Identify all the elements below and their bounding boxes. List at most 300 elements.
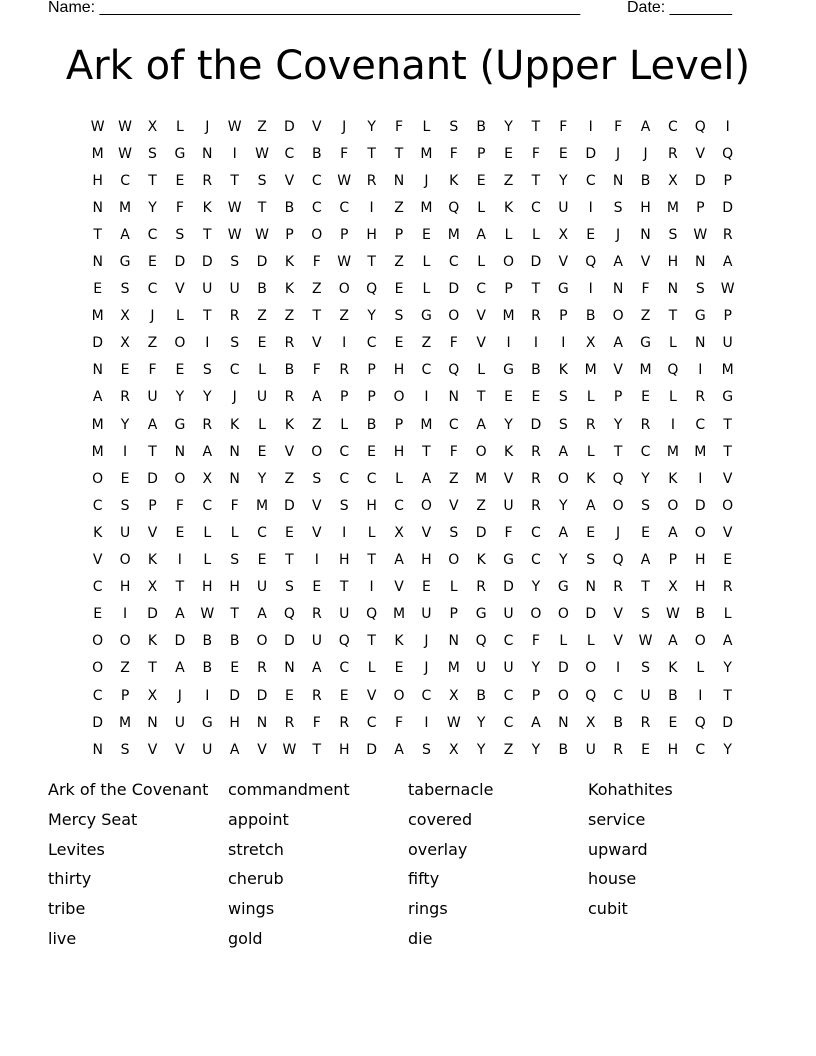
grid-letter[interactable]: R (311, 606, 322, 623)
grid-letter[interactable]: F (312, 254, 321, 271)
grid-letter[interactable]: T (312, 308, 322, 325)
grid-letter[interactable]: W (693, 226, 708, 243)
grid-letter[interactable]: A (722, 254, 733, 271)
grid-letter[interactable]: Y (504, 118, 513, 135)
grid-letter[interactable]: M (91, 443, 104, 460)
grid-letter[interactable]: K (476, 552, 486, 569)
grid-letter[interactable]: G (420, 308, 432, 325)
grid-letter[interactable]: V (284, 172, 295, 189)
grid-letter[interactable]: N (640, 226, 651, 243)
grid-letter[interactable]: O (393, 389, 405, 406)
grid-letter[interactable]: P (285, 226, 294, 243)
grid-letter[interactable]: T (422, 443, 431, 460)
grid-letter[interactable]: W (90, 118, 105, 135)
grid-letter[interactable]: T (148, 172, 157, 189)
grid-letter[interactable]: P (339, 389, 349, 406)
grid-letter[interactable]: H (695, 579, 706, 596)
grid-letter[interactable]: T (531, 172, 541, 189)
grid-letter[interactable]: X (668, 579, 678, 596)
grid-letter[interactable]: V (175, 741, 185, 758)
grid-letter[interactable]: O (311, 226, 323, 243)
grid-letter[interactable]: D (530, 254, 542, 271)
grid-letter[interactable]: F (148, 362, 157, 379)
grid-letter[interactable]: A (476, 416, 486, 433)
grid-letter[interactable]: N (202, 145, 213, 162)
grid-letter[interactable]: N (695, 254, 706, 271)
grid-letter[interactable]: K (284, 281, 295, 298)
grid-letter[interactable]: T (285, 552, 294, 569)
grid-letter[interactable]: H (92, 172, 103, 189)
grid-letter[interactable]: N (448, 633, 460, 650)
grid-letter[interactable]: D (174, 254, 186, 271)
grid-letter[interactable]: C (476, 281, 487, 298)
grid-letter[interactable]: V (640, 254, 651, 271)
grid-letter[interactable]: A (257, 606, 267, 623)
grid-letter[interactable]: I (725, 118, 730, 135)
grid-letter[interactable]: V (613, 362, 623, 379)
grid-letter[interactable]: A (394, 741, 404, 758)
grid-letter[interactable]: L (258, 362, 266, 379)
grid-letter[interactable]: N (558, 714, 569, 731)
grid-letter[interactable]: A (558, 443, 569, 460)
grid-letter[interactable]: R (229, 308, 240, 325)
grid-letter[interactable]: T (367, 145, 376, 162)
grid-letter[interactable]: U (476, 660, 487, 677)
grid-letter[interactable]: T (531, 118, 541, 135)
grid-letter[interactable]: O (530, 606, 542, 623)
grid-letter[interactable]: F (449, 335, 458, 352)
grid-letter[interactable]: H (421, 552, 432, 569)
grid-letter[interactable]: C (339, 470, 350, 487)
grid-letter[interactable]: L (340, 416, 349, 433)
grid-letter[interactable]: T (148, 660, 157, 677)
grid-letter[interactable]: Q (612, 552, 624, 569)
grid-letter[interactable]: Z (257, 308, 267, 325)
grid-letter[interactable]: B (695, 606, 706, 623)
grid-letter[interactable]: I (533, 335, 539, 352)
grid-letter[interactable]: O (92, 633, 104, 650)
grid-letter[interactable]: Y (148, 199, 157, 216)
grid-letter[interactable]: E (175, 524, 185, 541)
grid-letter[interactable]: M (119, 714, 132, 731)
grid-letter[interactable]: G (503, 362, 514, 379)
grid-letter[interactable]: G (174, 145, 186, 162)
grid-letter[interactable]: H (229, 714, 240, 731)
grid-letter[interactable]: M (119, 199, 132, 216)
grid-letter[interactable]: Z (476, 497, 486, 514)
grid-letter[interactable]: K (284, 254, 295, 271)
grid-letter[interactable]: O (338, 281, 350, 298)
grid-letter[interactable]: S (641, 660, 650, 677)
grid-letter[interactable]: Y (723, 660, 732, 677)
grid-letter[interactable]: T (641, 579, 650, 596)
grid-letter[interactable]: Z (339, 308, 349, 325)
grid-letter[interactable]: N (612, 281, 624, 298)
grid-letter[interactable]: T (230, 172, 239, 189)
grid-letter[interactable]: P (696, 199, 705, 216)
grid-letter[interactable]: E (531, 389, 541, 406)
grid-letter[interactable]: U (202, 281, 213, 298)
grid-letter[interactable]: I (369, 199, 374, 216)
grid-letter[interactable]: B (284, 199, 295, 216)
grid-letter[interactable]: Y (367, 118, 376, 135)
grid-letter[interactable]: L (668, 389, 677, 406)
grid-letter[interactable]: K (147, 552, 158, 569)
grid-letter[interactable]: C (120, 172, 130, 189)
grid-letter[interactable]: B (558, 741, 569, 758)
grid-letter[interactable]: Y (476, 741, 486, 758)
grid-letter[interactable]: L (668, 335, 677, 352)
grid-letter[interactable]: F (531, 145, 540, 162)
grid-letter[interactable]: N (256, 714, 268, 731)
grid-letter[interactable]: V (312, 524, 322, 541)
grid-letter[interactable]: M (639, 362, 652, 379)
grid-letter[interactable]: I (232, 145, 237, 162)
grid-letter[interactable]: V (366, 687, 377, 704)
grid-letter[interactable]: K (284, 416, 295, 433)
grid-letter[interactable]: S (558, 416, 568, 433)
grid-letter[interactable]: I (205, 335, 210, 352)
grid-letter[interactable]: N (393, 172, 405, 189)
grid-letter[interactable]: A (476, 226, 486, 243)
grid-letter[interactable]: J (205, 118, 210, 135)
grid-letter[interactable]: M (420, 145, 433, 162)
grid-letter[interactable]: E (285, 524, 294, 541)
grid-letter[interactable]: V (312, 335, 322, 352)
grid-letter[interactable]: D (366, 741, 377, 758)
grid-letter[interactable]: L (477, 362, 486, 379)
grid-letter[interactable]: L (477, 199, 486, 216)
grid-letter[interactable]: M (721, 362, 734, 379)
grid-letter[interactable]: C (311, 199, 322, 216)
grid-letter[interactable]: E (394, 660, 404, 677)
grid-letter[interactable]: B (202, 633, 213, 650)
grid-letter[interactable]: N (174, 443, 186, 460)
grid-letter[interactable]: L (422, 281, 431, 298)
grid-letter[interactable]: Q (448, 199, 460, 216)
grid-letter[interactable]: P (531, 687, 541, 704)
grid-letter[interactable]: I (369, 579, 374, 596)
grid-letter[interactable]: M (502, 308, 515, 325)
grid-letter[interactable]: X (147, 687, 158, 704)
grid-letter[interactable]: L (230, 524, 239, 541)
grid-letter[interactable]: O (557, 470, 569, 487)
grid-letter[interactable]: O (612, 308, 624, 325)
grid-letter[interactable]: X (147, 118, 158, 135)
grid-letter[interactable]: B (476, 118, 486, 135)
grid-letter[interactable]: O (667, 497, 679, 514)
grid-letter[interactable]: F (394, 714, 404, 731)
grid-letter[interactable]: E (285, 687, 294, 704)
grid-letter[interactable]: C (394, 497, 404, 514)
grid-letter[interactable]: S (421, 741, 431, 758)
grid-letter[interactable]: R (339, 714, 350, 731)
grid-letter[interactable]: C (92, 497, 103, 514)
grid-letter[interactable]: X (120, 335, 130, 352)
grid-letter[interactable]: X (448, 687, 459, 704)
grid-letter[interactable]: F (449, 145, 458, 162)
grid-letter[interactable]: D (722, 714, 734, 731)
grid-letter[interactable]: L (477, 254, 486, 271)
grid-letter[interactable]: Q (694, 714, 706, 731)
grid-letter[interactable]: B (640, 172, 651, 189)
grid-letter[interactable]: P (394, 416, 404, 433)
grid-letter[interactable]: C (585, 172, 596, 189)
grid-letter[interactable]: W (118, 145, 132, 162)
grid-letter[interactable]: U (311, 633, 322, 650)
grid-letter[interactable]: L (367, 524, 376, 541)
grid-letter[interactable]: R (366, 172, 377, 189)
grid-letter[interactable]: Y (641, 470, 650, 487)
grid-letter[interactable]: T (148, 443, 157, 460)
grid-letter[interactable]: A (531, 714, 541, 731)
grid-letter[interactable]: A (558, 524, 569, 541)
grid-letter[interactable]: Z (312, 416, 322, 433)
grid-letter[interactable]: V (448, 497, 459, 514)
grid-letter[interactable]: P (339, 226, 349, 243)
grid-letter[interactable]: L (422, 118, 431, 135)
grid-letter[interactable]: E (120, 470, 130, 487)
grid-letter[interactable]: R (531, 497, 541, 514)
name-field[interactable]: Name: ______________________________________________________ (48, 0, 581, 16)
grid-letter[interactable]: T (93, 226, 102, 243)
grid-letter[interactable]: H (366, 497, 377, 514)
grid-letter[interactable]: U (229, 281, 240, 298)
grid-letter[interactable]: M (255, 497, 269, 514)
grid-letter[interactable]: Y (559, 497, 568, 514)
grid-letter[interactable]: U (256, 579, 268, 596)
grid-letter[interactable]: G (640, 335, 651, 352)
grid-letter[interactable]: W (337, 254, 352, 271)
grid-letter[interactable]: N (695, 335, 706, 352)
grid-letter[interactable]: Q (694, 118, 706, 135)
grid-letter[interactable]: R (613, 579, 623, 596)
grid-letter[interactable]: I (177, 552, 182, 569)
grid-letter[interactable]: M (420, 416, 433, 433)
grid-letter[interactable]: U (640, 687, 651, 704)
grid-letter[interactable]: C (284, 145, 295, 162)
grid-letter[interactable]: I (670, 416, 675, 433)
grid-letter[interactable]: P (613, 389, 623, 406)
grid-letter[interactable]: S (202, 362, 212, 379)
grid-letter[interactable]: L (586, 443, 595, 460)
grid-letter[interactable]: V (695, 145, 706, 162)
grid-letter[interactable]: Z (394, 199, 404, 216)
grid-letter[interactable]: B (585, 308, 596, 325)
grid-letter[interactable]: I (698, 687, 703, 704)
grid-letter[interactable]: G (475, 606, 487, 623)
grid-letter[interactable]: F (175, 199, 184, 216)
grid-letter[interactable]: S (230, 335, 240, 352)
grid-letter[interactable]: D (174, 633, 186, 650)
grid-letter[interactable]: J (342, 118, 347, 135)
grid-letter[interactable]: D (92, 335, 104, 352)
grid-letter[interactable]: X (558, 226, 569, 243)
grid-letter[interactable]: M (666, 199, 679, 216)
grid-letter[interactable]: X (120, 308, 130, 325)
grid-letter[interactable]: Y (531, 741, 541, 758)
grid-letter[interactable]: U (119, 524, 131, 541)
grid-letter[interactable]: U (147, 389, 158, 406)
grid-letter[interactable]: R (339, 362, 350, 379)
grid-letter[interactable]: O (475, 443, 487, 460)
grid-letter[interactable]: W (118, 118, 132, 135)
grid-letter[interactable]: L (696, 660, 705, 677)
grid-letter[interactable]: N (612, 172, 624, 189)
grid-letter[interactable]: F (312, 362, 321, 379)
grid-letter[interactable]: V (476, 335, 486, 352)
grid-letter[interactable]: E (367, 443, 377, 460)
grid-letter[interactable]: S (148, 145, 157, 162)
grid-letter[interactable]: V (613, 633, 623, 650)
grid-letter[interactable]: J (150, 308, 155, 325)
grid-letter[interactable]: A (312, 389, 322, 406)
grid-letter[interactable]: H (201, 579, 213, 596)
grid-letter[interactable]: N (448, 389, 460, 406)
grid-letter[interactable]: U (503, 497, 514, 514)
grid-letter[interactable]: E (421, 226, 431, 243)
grid-letter[interactable]: H (229, 579, 240, 596)
grid-letter[interactable]: A (175, 660, 185, 677)
grid-letter[interactable]: O (722, 497, 734, 514)
grid-letter[interactable]: D (284, 118, 295, 135)
grid-letter[interactable]: T (723, 416, 732, 433)
grid-letter[interactable]: R (668, 145, 678, 162)
grid-letter[interactable]: Q (338, 633, 350, 650)
grid-letter[interactable]: E (394, 335, 404, 352)
grid-letter[interactable]: X (202, 470, 213, 487)
grid-letter[interactable]: R (722, 226, 733, 243)
grid-letter[interactable]: Z (147, 335, 158, 352)
grid-letter[interactable]: L (203, 524, 212, 541)
grid-letter[interactable]: C (421, 362, 432, 379)
grid-letter[interactable]: C (311, 172, 322, 189)
grid-letter[interactable]: U (339, 606, 350, 623)
grid-letter[interactable]: F (394, 118, 404, 135)
grid-letter[interactable]: Q (667, 362, 679, 379)
grid-letter[interactable]: N (92, 199, 103, 216)
grid-letter[interactable]: N (147, 714, 158, 731)
grid-letter[interactable]: S (641, 497, 650, 514)
grid-letter[interactable]: Q (283, 606, 295, 623)
grid-letter[interactable]: K (230, 416, 240, 433)
grid-letter[interactable]: K (449, 172, 459, 189)
grid-letter[interactable]: I (424, 714, 429, 731)
grid-letter[interactable]: R (120, 389, 130, 406)
grid-letter[interactable]: O (174, 470, 186, 487)
grid-letter[interactable]: U (174, 714, 185, 731)
grid-letter[interactable]: B (613, 714, 623, 731)
grid-letter[interactable]: A (202, 443, 213, 460)
grid-letter[interactable]: O (420, 497, 432, 514)
grid-letter[interactable]: P (148, 497, 157, 514)
grid-letter[interactable]: P (120, 687, 130, 704)
grid-letter[interactable]: O (694, 633, 706, 650)
grid-letter[interactable]: P (723, 308, 732, 325)
grid-letter[interactable]: I (424, 389, 429, 406)
grid-letter[interactable]: B (284, 362, 295, 379)
grid-letter[interactable]: V (613, 606, 623, 623)
grid-letter[interactable]: A (613, 254, 623, 271)
grid-letter[interactable]: K (558, 362, 568, 379)
grid-letter[interactable]: X (147, 579, 158, 596)
grid-letter[interactable]: O (92, 470, 104, 487)
grid-letter[interactable]: C (668, 118, 678, 135)
grid-letter[interactable]: Z (640, 308, 651, 325)
grid-letter[interactable]: H (695, 552, 706, 569)
grid-letter[interactable]: U (202, 741, 213, 758)
grid-letter[interactable]: C (257, 524, 267, 541)
grid-letter[interactable]: S (284, 579, 294, 596)
grid-letter[interactable]: W (227, 226, 242, 243)
grid-letter[interactable]: C (229, 362, 240, 379)
grid-letter[interactable]: V (147, 741, 158, 758)
grid-letter[interactable]: R (640, 714, 651, 731)
grid-letter[interactable]: O (557, 687, 569, 704)
grid-letter[interactable]: K (503, 199, 514, 216)
grid-letter[interactable]: F (230, 497, 239, 514)
grid-letter[interactable]: W (255, 145, 269, 162)
grid-letter[interactable]: T (476, 389, 486, 406)
grid-letter[interactable]: A (585, 497, 596, 514)
grid-letter[interactable]: K (147, 633, 158, 650)
grid-letter[interactable]: H (667, 741, 679, 758)
grid-letter[interactable]: A (120, 226, 130, 243)
grid-letter[interactable]: W (665, 606, 680, 623)
grid-letter[interactable]: R (476, 579, 487, 596)
grid-letter[interactable]: O (694, 524, 706, 541)
grid-letter[interactable]: W (720, 281, 735, 298)
grid-letter[interactable]: V (503, 470, 514, 487)
grid-letter[interactable]: L (449, 579, 458, 596)
grid-letter[interactable]: R (311, 687, 322, 704)
grid-letter[interactable]: E (339, 687, 349, 704)
grid-letter[interactable]: R (531, 470, 541, 487)
grid-letter[interactable]: M (91, 145, 104, 162)
grid-letter[interactable]: E (421, 579, 431, 596)
grid-letter[interactable]: Y (613, 416, 623, 433)
grid-letter[interactable]: X (394, 524, 404, 541)
grid-letter[interactable]: E (93, 606, 103, 623)
grid-letter[interactable]: G (119, 254, 131, 271)
grid-letter[interactable]: V (476, 308, 486, 325)
grid-letter[interactable]: W (227, 199, 242, 216)
grid-letter[interactable]: P (668, 552, 678, 569)
grid-letter[interactable]: E (723, 552, 733, 569)
grid-letter[interactable]: D (448, 281, 460, 298)
grid-letter[interactable]: W (337, 172, 352, 189)
grid-letter[interactable]: H (640, 199, 651, 216)
grid-letter[interactable]: R (585, 416, 596, 433)
grid-letter[interactable]: S (120, 497, 130, 514)
grid-letter[interactable]: L (723, 606, 732, 623)
grid-letter[interactable]: D (530, 416, 542, 433)
grid-letter[interactable]: R (202, 172, 213, 189)
grid-letter[interactable]: Y (367, 308, 376, 325)
grid-letter[interactable]: E (312, 579, 322, 596)
grid-letter[interactable]: D (475, 524, 487, 541)
grid-letter[interactable]: H (119, 579, 131, 596)
grid-letter[interactable]: V (722, 470, 733, 487)
grid-letter[interactable]: L (175, 308, 184, 325)
grid-letter[interactable]: U (503, 660, 514, 677)
grid-letter[interactable]: C (366, 714, 377, 731)
grid-letter[interactable]: K (93, 524, 103, 541)
grid-letter[interactable]: H (393, 362, 405, 379)
grid-letter[interactable]: O (119, 552, 131, 569)
grid-letter[interactable]: E (394, 281, 404, 298)
grid-letter[interactable]: F (504, 524, 513, 541)
